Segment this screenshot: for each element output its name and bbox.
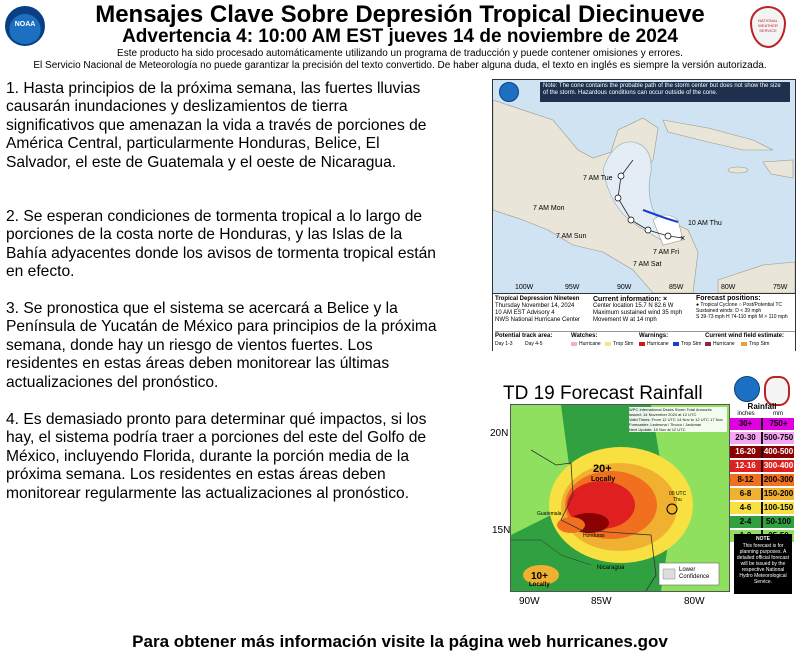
warnings-label: Warnings: xyxy=(639,333,669,339)
page-title: Mensajes Clave Sobre Depresión Tropical Diecinueve xyxy=(95,1,705,28)
legend-row xyxy=(730,474,794,486)
track-area-item: Day 4-5 xyxy=(525,341,543,347)
legend-inches: 16-20 xyxy=(730,446,761,458)
track-label: 7 AM Mon xyxy=(533,205,565,212)
key-message-3: 3. Se pronostica que el sistema se acercará a Belice y la Península de Yucatán de México para principios de la próxima semana, donde hay un riesgo de vientos fuertes. Los residentes en estas áreas deben monitorear las últimas actualizaciones del pronóstico. xyxy=(6,300,437,391)
legend-mm: 300-400 xyxy=(763,461,794,470)
footer-link-text: Para obtener más información visite la página web hurricanes.gov xyxy=(132,632,668,651)
legend-row xyxy=(730,418,794,430)
forecast-line: Sustained winds: D < 39 mph xyxy=(696,308,762,314)
legend-inches: 4-6 xyxy=(730,502,761,514)
key-message-4: 4. Es demasiado pronto para determinar qué impactos, si los hay, el sistema podría traer a porciones del este del Golfo de México, incluyendo Florida, durante la porción media de la próxima semana. Los residentes en estas áreas deben monitorear regularmente las actualizaciones al pronóstico. xyxy=(6,411,427,502)
rainfall-legend xyxy=(730,402,794,544)
lon-tick: 90W xyxy=(617,284,632,291)
forecast-title: Forecast positions: xyxy=(696,295,761,302)
place-label: Guatemala xyxy=(537,511,562,517)
lon-tick: 90W xyxy=(519,596,540,607)
legend-head: inches xyxy=(737,411,755,417)
place-label: Nicaragua xyxy=(597,565,625,571)
legend-mm: 100-150 xyxy=(763,503,794,512)
low-confidence-label: Lower Confidence xyxy=(679,567,710,580)
track-label: 10 AM Thu xyxy=(688,220,722,227)
track-label: 7 AM Tue xyxy=(583,175,613,182)
lon-tick: 85W xyxy=(669,284,684,291)
note-text: This forecast is for planning purposes. A detailed official forecast will be issued by the respective National Hydro Meteorological Service. xyxy=(736,543,790,585)
lon-tick: 75W xyxy=(773,284,788,291)
watches-label: Watches: xyxy=(571,333,598,339)
track-map-noaa-icon xyxy=(499,82,519,102)
legend-row xyxy=(730,432,794,444)
rain-noaa-icon xyxy=(734,376,760,402)
legend-inches: 12-16 xyxy=(730,460,761,472)
legend-inches: 8-12 xyxy=(730,474,761,486)
track-label: 7 AM Sun xyxy=(556,233,587,240)
rainfall-map-graphic xyxy=(511,405,729,591)
legend-rows xyxy=(730,418,794,542)
lat-tick: 15N xyxy=(492,525,511,536)
key-message-2: 2. Se esperan condiciones de tormenta tropical a lo largo de porciones de la costa norte de Honduras, y las Islas de la Bahía adyacentes donde los avisos de tormenta tropical están en efecto. xyxy=(6,208,436,281)
rainfall-info-line: Valid Times: From 12 UTC 14 Nov to 12 UTC 17 Nov xyxy=(629,417,723,422)
track-label: 7 AM Sat xyxy=(633,261,662,268)
rainfall-info xyxy=(629,407,727,432)
wind-extent-label: Current wind field estimate: xyxy=(705,333,785,339)
legend-mm: 150-200 xyxy=(763,489,794,498)
lon-tick: 80W xyxy=(684,596,705,607)
lon-tick: 100W xyxy=(515,284,534,291)
legend-title: Rainfall xyxy=(747,402,777,411)
current-info-title: Current information: × xyxy=(593,296,668,303)
rain-annotation: 10+ xyxy=(531,571,548,582)
rainfall-info-line: Next Update: 15 Nov at 12 UTC xyxy=(629,427,686,432)
place-label: Honduras xyxy=(583,533,605,539)
rainfall-map xyxy=(510,404,730,592)
rain-annotation: Thu xyxy=(673,497,682,503)
track-area-item: Day 1-3 xyxy=(495,341,513,347)
rainfall-info-line: Forecaster: Ledesma / Tinoco / Jackman xyxy=(629,422,702,427)
info-line: Thursday November 14, 2024 xyxy=(495,303,575,309)
rainfall-info-line: WPC International Desks Storm Total Amounts xyxy=(629,407,712,412)
legend-mm: 750+ xyxy=(763,418,794,430)
lon-tick: 85W xyxy=(591,596,612,607)
track-area-label: Potential track area: xyxy=(495,333,553,339)
noaa-logo-text: NOAA xyxy=(14,21,36,28)
legend-head: mm xyxy=(773,411,783,417)
nws-logo-text: NATIONAL WEATHER SERVICE xyxy=(758,18,778,33)
note-title: NOTE xyxy=(756,536,770,542)
wind-item: Hurricane xyxy=(705,341,735,348)
info-title: Tropical Depression Nineteen xyxy=(495,296,580,302)
current-line: Maximum sustained wind 35 mph xyxy=(593,310,683,316)
forecast-line: ● Tropical Cyclone ○ Post/Potential TC xyxy=(696,302,782,308)
legend-row xyxy=(730,502,794,514)
warning-item: Hurricane xyxy=(639,341,669,348)
page-subtitle: Advertencia 4: 10:00 AM EST jueves 14 de noviembre de 2024 xyxy=(122,26,678,47)
info-line: NWS National Hurricane Center xyxy=(495,317,581,323)
legend-mm: 200-300 xyxy=(763,475,794,484)
lat-tick: 20N xyxy=(490,428,509,439)
legend-inches: 6-8 xyxy=(730,488,761,500)
rain-annotation: 20+ xyxy=(593,463,612,475)
watch-item: Trop Stm xyxy=(605,341,633,348)
info-line: 10 AM EST Advisory 4 xyxy=(495,310,555,316)
legend-row xyxy=(730,488,794,500)
legend-row xyxy=(730,446,794,458)
track-info-panel xyxy=(493,293,795,351)
legend-inches: 30+ xyxy=(730,418,761,430)
legend-mm: 400-500 xyxy=(763,447,794,456)
lon-tick: 80W xyxy=(721,284,736,291)
wind-item: Trop Stm xyxy=(741,341,769,348)
disclaimer-line-2: El Servicio Nacional de Meteorología no puede garantizar la precisión del texto convertido. De haber alguna duda, el texto en inglés es siempre la versión autorizada. xyxy=(33,60,767,71)
current-line: Movement W at 14 mph xyxy=(593,317,657,323)
key-message-1: 1. Hasta principios de la próxima semana, las fuertes lluvias causarán inundaciones y deslizamientos de tierra significativos que amenazan la vida a través de porciones de América Central, particularmente Honduras, Belice, El Salvador, el este de Guatemala y el oeste de Nicaragua. xyxy=(6,80,427,171)
legend-mm: 500-750 xyxy=(763,433,794,442)
rainfall-map-title: TD 19 Forecast Rainfall xyxy=(503,383,703,404)
legend-row xyxy=(730,460,794,472)
forecast-line: S 39-73 mph H 74-110 mph M > 110 mph xyxy=(696,314,788,320)
legend-row xyxy=(730,516,794,528)
legend-inches: 2-4 xyxy=(730,516,761,528)
lon-tick: 95W xyxy=(565,284,580,291)
rain-annotation: Locally xyxy=(591,476,616,483)
rain-annotation: 00 UTC xyxy=(669,491,687,497)
rainfall-info-line: Issued: 14 November 2024 at 12 UTC xyxy=(629,412,697,417)
svg-text:×: × xyxy=(680,233,686,243)
rain-annotation: Locally xyxy=(529,582,550,588)
warning-item: Trop Stm xyxy=(673,341,701,348)
cone-note: Note: The cone contains the probable path of the storm center but does not show the size of the storm. Hazardous conditions can occur outside of the cone. xyxy=(540,82,790,102)
legend-mm: 50-100 xyxy=(763,516,794,528)
legend-inches: 20-30 xyxy=(730,432,761,444)
track-label: 7 AM Fri xyxy=(653,249,680,256)
disclaimer-line-1: Este producto ha sido procesado automáticamente utilizando un programa de traducción y puede contener omisiones y errores. xyxy=(117,48,683,59)
track-cone-map xyxy=(492,79,796,351)
rainfall-note xyxy=(734,534,792,594)
current-line: Center location 15.7 N 82.6 W xyxy=(593,303,674,309)
watch-item: Hurricane xyxy=(571,341,601,348)
